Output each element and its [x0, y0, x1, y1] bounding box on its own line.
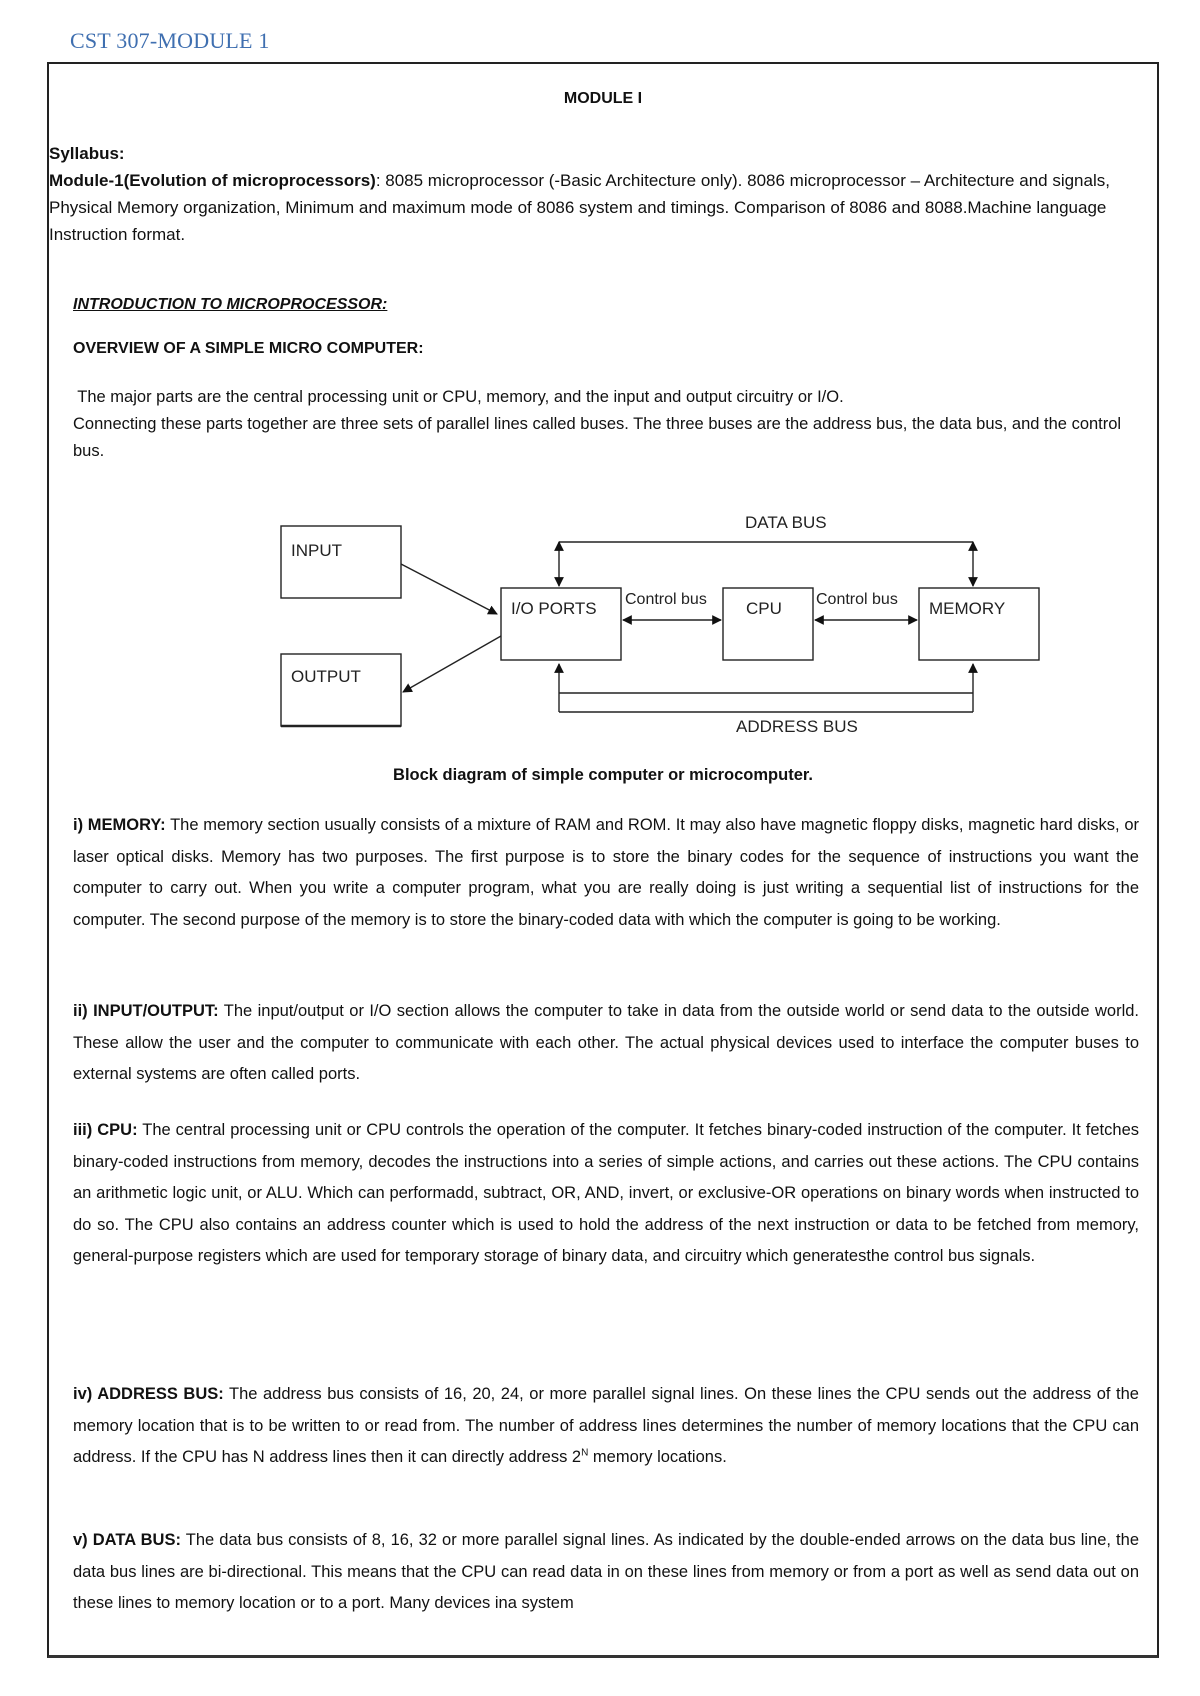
syllabus-block: [49, 140, 1159, 248]
control-bus-right-label: Control bus: [816, 591, 898, 608]
section-io-text: The input/output or I/O section allows the computer to take in data from the outside world or send data to the outside world. These allow the user and the computer to communicate with each other. The actual physical devices used to interface the computer buses to external systems are often called ports.: [73, 1002, 1139, 1083]
syllabus-module-text: : 8085 microprocessor (-Basic Architecture only). 8086 microprocessor – Architecture and signals, Physical Memory organization, Minimum and maximum mode of 8086 system and timings. Comparison of 8086 and 8088.Machine language Instruction format.: [49, 171, 1110, 244]
input-block: [281, 526, 401, 598]
section-address-bus-label: iv) ADDRESS BUS:: [73, 1385, 224, 1403]
superscript-n: N: [581, 1447, 589, 1459]
section-cpu-text: The central processing unit or CPU controls the operation of the computer. It fetches binary-coded instruction of the computer. It fetches binary-coded instructions from memory, decodes the instructions into a series of simple actions, and carries out these actions. The CPU contains an arithmetic logic unit, or ALU. Which can performadd, subtract, OR, AND, invert, or exclusive-OR operations on binary words when instructed to do so. The CPU also contains an address counter which is used to hold the address of the next instruction or data to be fetched from memory, general-purpose registers which are used for temporary storage of binary data, and circuitry which generatesthe control bus signals.: [73, 1121, 1139, 1265]
section-memory-label: i) MEMORY:: [73, 816, 166, 834]
section-memory-text: The memory section usually consists of a mixture of RAM and ROM. It may also have magnetic floppy disks, magnetic hard disks, or laser optical disks. Memory has two purposes. The first purpose is to store the binary codes for the sequence of instructions you want the computer to carry out. When you write a computer program, what you are really doing is just writing a sequential list of instructions for the computer. The second purpose of the memory is to store the binary-coded data with which the computer is going to be working.: [73, 816, 1139, 929]
section-input-output: [73, 996, 1139, 1091]
syllabus-label: Syllabus:: [49, 144, 125, 163]
section-cpu: [73, 1115, 1139, 1273]
intro-heading: INTRODUCTION TO MICROPROCESSOR:: [73, 296, 388, 313]
overview-line-2: Connecting these parts together are three sets of parallel lines called buses. The three buses are the address bus, the data bus, and the control bus.: [73, 415, 1122, 460]
address-bus-label: ADDRESS BUS: [736, 717, 858, 736]
section-data-bus-text: The data bus consists of 8, 16, 32 or more parallel signal lines. As indicated by the double-ended arrows on the data bus line, the data bus lines are bi-directional. This means that the CPU can read data in on these lines from memory or from a port as well as send data out on these lines to memory location or to a port. Many devices ina system: [73, 1531, 1139, 1612]
output-block: [281, 654, 401, 726]
cpu-label: CPU: [746, 599, 782, 618]
section-data-bus-label: v) DATA BUS:: [73, 1531, 181, 1549]
section-io-label: ii) INPUT/OUTPUT:: [73, 1002, 219, 1020]
memory-label: MEMORY: [929, 599, 1006, 618]
syllabus-module-label: Module-1(Evolution of microprocessors): [49, 171, 376, 190]
data-bus-label: DATA BUS: [745, 513, 827, 532]
control-bus-left-label: Control bus: [625, 591, 707, 608]
document-frame: [47, 62, 1159, 1658]
overview-line-1: The major parts are the central processing unit or CPU, memory, and the input and output circuitry or I/O.: [73, 388, 844, 406]
section-cpu-label: iii) CPU:: [73, 1121, 138, 1139]
section-memory: [73, 810, 1139, 936]
block-diagram: [239, 484, 1059, 744]
io-ports-label: I/O PORTS: [511, 599, 597, 618]
page-header: CST 307-MODULE 1: [70, 28, 270, 53]
section-address-bus-text-end: memory locations.: [588, 1448, 727, 1466]
module-title: MODULE I: [563, 90, 643, 107]
section-address-bus-text: The address bus consists of 16, 20, 24, or more parallel signal lines. On these lines the CPU sends out the address of the memory location that is to be written to or read from. The number of address lines determines the number of memory locations that the CPU can address. If the CPU has N address lines then it can directly address 2: [73, 1385, 1139, 1466]
overview-paragraph: [73, 384, 1139, 465]
diagram-caption: Block diagram of simple computer or microcomputer.: [393, 766, 813, 784]
overview-heading: OVERVIEW OF A SIMPLE MICRO COMPUTER:: [73, 340, 424, 357]
syllabus-text: [49, 167, 1159, 248]
section-address-bus: [73, 1379, 1139, 1474]
section-data-bus: [73, 1525, 1139, 1620]
output-label: OUTPUT: [291, 667, 361, 686]
input-label: INPUT: [291, 541, 342, 560]
